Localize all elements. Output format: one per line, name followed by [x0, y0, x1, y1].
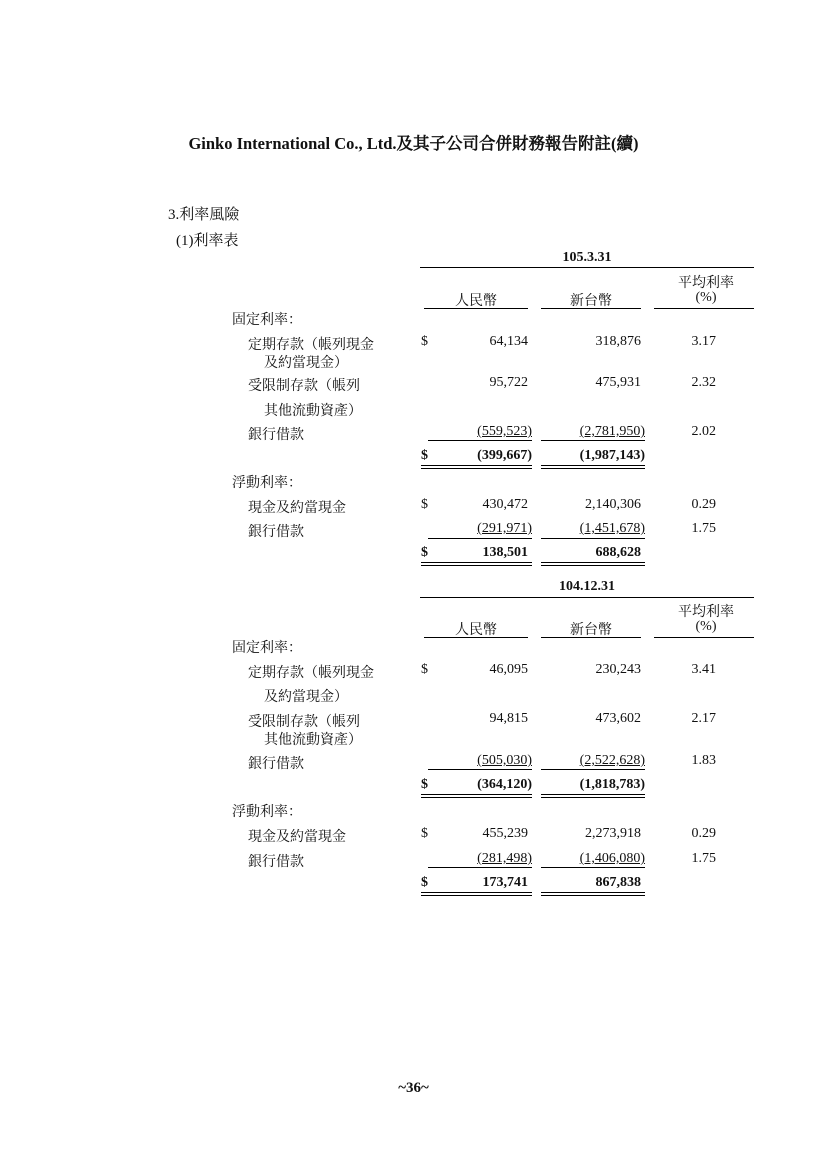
dollar-sign: $: [421, 545, 428, 560]
twd-value: 2,140,306: [585, 497, 641, 512]
fixed-rate-heading: 固定利率：: [232, 313, 302, 328]
rate-value: 0.29: [691, 826, 716, 841]
rmb-total: 138,501: [482, 545, 528, 560]
rmb-column-header: 人民幣: [455, 623, 497, 638]
row-label: 現金及約當現金: [248, 830, 346, 845]
row-label: 銀行借款: [248, 757, 304, 772]
row-label: 銀行借款: [248, 855, 304, 870]
dollar-sign: $: [421, 334, 428, 349]
twd-value: 230,243: [595, 662, 641, 677]
twd-value: (1,406,080): [579, 851, 645, 866]
twd-value: (2,522,628): [579, 753, 645, 768]
section-subheading: (1)利率表: [176, 233, 239, 249]
twd-column-header: 新台幣: [570, 294, 612, 309]
dollar-sign: $: [421, 497, 428, 512]
row-label-continued: 其他流動資產）: [264, 733, 362, 748]
dollar-sign: $: [421, 448, 428, 463]
rmb-value: (281,498): [477, 851, 532, 866]
rmb-value: 430,472: [482, 497, 528, 512]
rmb-value: 455,239: [482, 826, 528, 841]
row-label-continued: 其他流動資產）: [264, 404, 362, 419]
rmb-total: 173,741: [482, 875, 528, 890]
twd-value: 2,273,918: [585, 826, 641, 841]
fixed-rate-heading: 固定利率：: [232, 641, 302, 656]
rmb-value: 64,134: [489, 334, 528, 349]
twd-total: (1,987,143): [579, 448, 645, 463]
twd-total: 688,628: [595, 545, 641, 560]
dollar-sign: $: [421, 777, 428, 792]
row-label: 定期存款（帳列現金: [248, 338, 374, 353]
row-label: 受限制存款（帳列: [248, 379, 360, 394]
rmb-value: 94,815: [489, 711, 528, 726]
twd-value: 473,602: [595, 711, 641, 726]
rmb-value: (505,030): [477, 753, 532, 768]
dollar-sign: $: [421, 826, 428, 841]
rmb-value: 95,722: [489, 375, 528, 390]
rmb-value: (291,971): [477, 521, 532, 536]
floating-rate-heading: 浮動利率：: [232, 805, 302, 820]
rate-value: 2.02: [691, 424, 716, 439]
rate-value: 3.17: [691, 334, 716, 349]
dollar-sign: $: [421, 662, 428, 677]
twd-value: (1,451,678): [579, 521, 645, 536]
rmb-column-header: 人民幣: [455, 294, 497, 309]
twd-total: 867,838: [595, 875, 641, 890]
rate-value: 2.17: [691, 711, 716, 726]
rate-value: 2.32: [691, 375, 716, 390]
rate-value: 1.75: [691, 521, 716, 536]
row-label: 銀行借款: [248, 525, 304, 540]
rate-value: 0.29: [691, 497, 716, 512]
avg-rate-header-line2: (%): [695, 290, 717, 305]
avg-rate-header-line1: 平均利率: [678, 276, 734, 291]
page-title: Ginko International Co., Ltd.及其子公司合併財務報告附註(續): [188, 134, 639, 153]
twd-value: (2,781,950): [579, 424, 645, 439]
page-number: ~36~: [398, 1080, 429, 1096]
rate-value: 1.83: [691, 753, 716, 768]
rate-value: 1.75: [691, 851, 716, 866]
row-label-continued: 及約當現金）: [264, 356, 348, 371]
row-label-continued: 及約當現金）: [264, 690, 348, 705]
avg-rate-header-line1: 平均利率: [678, 605, 734, 620]
rate-value: 3.41: [691, 662, 716, 677]
section-heading: 3.利率風險: [168, 207, 240, 223]
row-label: 受限制存款（帳列: [248, 715, 360, 730]
row-label: 現金及約當現金: [248, 501, 346, 516]
rmb-value: 46,095: [489, 662, 528, 677]
rmb-total: (364,120): [477, 777, 532, 792]
rmb-total: (399,667): [477, 448, 532, 463]
row-label: 定期存款（帳列現金: [248, 666, 374, 681]
twd-total: (1,818,783): [579, 777, 645, 792]
row-label: 銀行借款: [248, 428, 304, 443]
period-header: 104.12.31: [559, 579, 615, 594]
avg-rate-header-line2: (%): [695, 619, 717, 634]
period-header: 105.3.31: [562, 250, 612, 265]
twd-value: 475,931: [595, 375, 641, 390]
twd-value: 318,876: [595, 334, 641, 349]
dollar-sign: $: [421, 875, 428, 890]
rmb-value: (559,523): [477, 424, 532, 439]
twd-column-header: 新台幣: [570, 623, 612, 638]
floating-rate-heading: 浮動利率：: [232, 476, 302, 491]
